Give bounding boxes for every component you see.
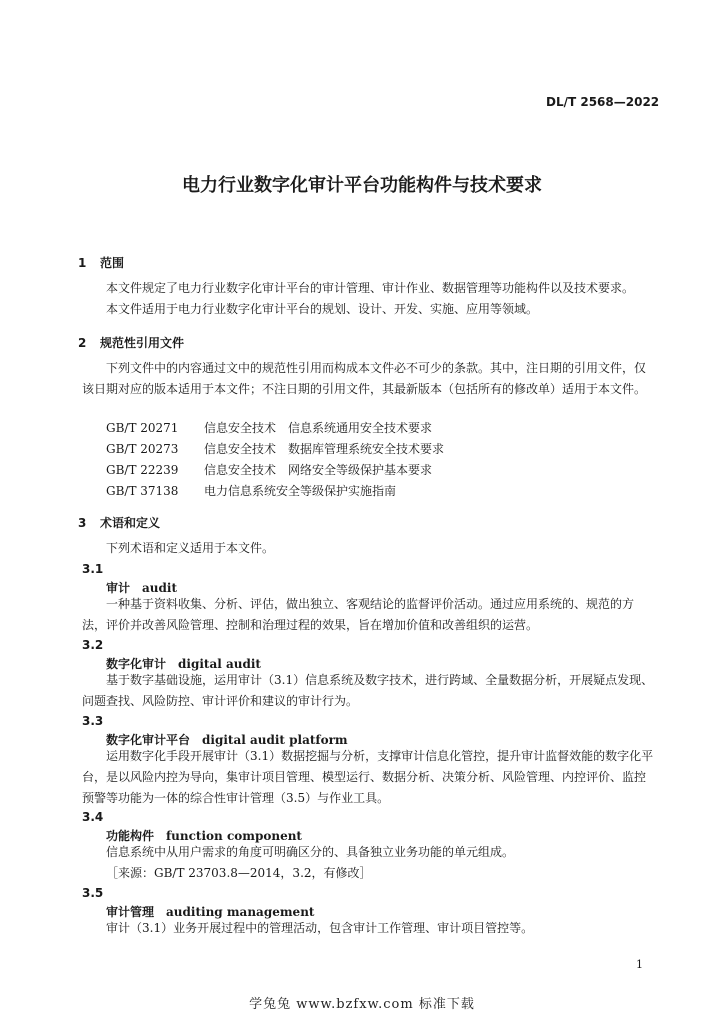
section-1-body [82, 278, 656, 320]
term-cn: 数字化审计平台 [106, 733, 191, 747]
paragraph: 运用数字化手段开展审计（3.1）数据挖掘与分析，支撑审计信息化管控，提升审计监督效能的数字化平台，是以风险内控为导向，集审计项目管理、模型运行、数据分析、决策分析、风险管理、内控评价、监控预警等功能为一体的综合性审计管理（3.5）与作业工具。 [82, 749, 654, 805]
term-definition [82, 842, 656, 884]
reference-list [106, 418, 444, 502]
section-number: 1 [78, 256, 87, 270]
paragraph: 本文件适用于电力行业数字化审计平台的规划、设计、开发、实施、应用等领域。 [106, 302, 539, 316]
footer-watermark[interactable]: 学兔兔 www.bzfxw.com 标准下载 [249, 997, 475, 1012]
reference-item [106, 460, 444, 481]
reference-code: GB/T 20271 [106, 421, 179, 435]
term-cn: 数字化审计 [106, 657, 167, 671]
reference-item [106, 439, 444, 460]
reference-code: GB/T 20273 [106, 442, 179, 456]
document-title: 电力行业数字化审计平台功能构件与技术要求 [182, 175, 542, 196]
term-definition [82, 594, 656, 636]
reference-title: 信息安全技术 信息系统通用安全技术要求 [204, 421, 433, 435]
term-source: ［来源：GB/T 23703.8—2014，3.2，有修改］ [106, 866, 372, 880]
term-number: 3.3 [82, 714, 104, 728]
standard-code: DL/T 2568—2022 [546, 95, 660, 109]
term-number: 3.5 [82, 886, 104, 900]
term-number: 3.1 [82, 562, 104, 576]
section-title: 术语和定义 [100, 516, 161, 530]
term-en: audit [142, 581, 178, 595]
term-en: function component [166, 829, 302, 843]
reference-title: 信息安全技术 数据库管理系统安全技术要求 [204, 442, 445, 456]
term-definition [82, 746, 656, 809]
paragraph: 下列文件中的内容通过文中的规范性引用而构成本文件必不可少的条款。其中，注日期的引用文件，仅该日期对应的版本适用于本文件；不注日期的引用文件，其最新版本（包括所有的修改单）适用于本文件。 [82, 361, 647, 396]
section-number: 2 [78, 336, 87, 350]
reference-item [106, 418, 444, 439]
paragraph: 审计（3.1）业务开展过程中的管理活动，包含审计工作管理、审计项目管控等。 [106, 921, 534, 935]
reference-title: 信息安全技术 网络安全等级保护基本要求 [204, 463, 433, 477]
section-number: 3 [78, 516, 87, 530]
section-3-heading [78, 514, 160, 531]
term-cn: 审计 [106, 581, 131, 595]
section-title: 规范性引用文件 [100, 336, 185, 350]
reference-title: 电力信息系统安全等级保护实施指南 [204, 484, 397, 498]
reference-code: GB/T 37138 [106, 484, 179, 498]
paragraph: 基于数字基础设施，运用审计（3.1）信息系统及数字技术，进行跨域、全量数据分析，开展疑点发现、问题查找、风险防控、审计评价和建议的审计行为。 [82, 673, 654, 708]
section-title: 范围 [100, 256, 125, 270]
paragraph: 信息系统中从用户需求的角度可明确区分的、具备独立业务功能的单元组成。 [106, 845, 515, 859]
paragraph: 一种基于资料收集、分析、评估，做出独立、客观结论的监督评价活动。通过应用系统的、规范的方法，评价并改善风险管理、控制和治理过程的效果，旨在增加价值和改善组织的运营。 [82, 597, 635, 632]
term-cn: 功能构件 [106, 829, 155, 843]
term-en: auditing management [166, 905, 315, 919]
term-number: 3.2 [82, 638, 104, 652]
page-number: 1 [636, 958, 643, 971]
term-number: 3.4 [82, 810, 104, 824]
term-en: digital audit [178, 657, 261, 671]
section-1-heading [78, 254, 124, 271]
paragraph: 下列术语和定义适用于本文件。 [106, 541, 275, 555]
paragraph: 本文件规定了电力行业数字化审计平台的审计管理、审计作业、数据管理等功能构件以及技术要求。 [106, 281, 635, 295]
reference-item [106, 481, 444, 502]
section-3-intro [82, 538, 656, 559]
term-cn: 审计管理 [106, 905, 155, 919]
term-definition [82, 918, 656, 939]
term-definition [82, 670, 656, 712]
section-2-heading [78, 334, 184, 351]
reference-code: GB/T 22239 [106, 463, 179, 477]
section-2-body [82, 358, 656, 400]
term-en: digital audit platform [202, 733, 348, 747]
